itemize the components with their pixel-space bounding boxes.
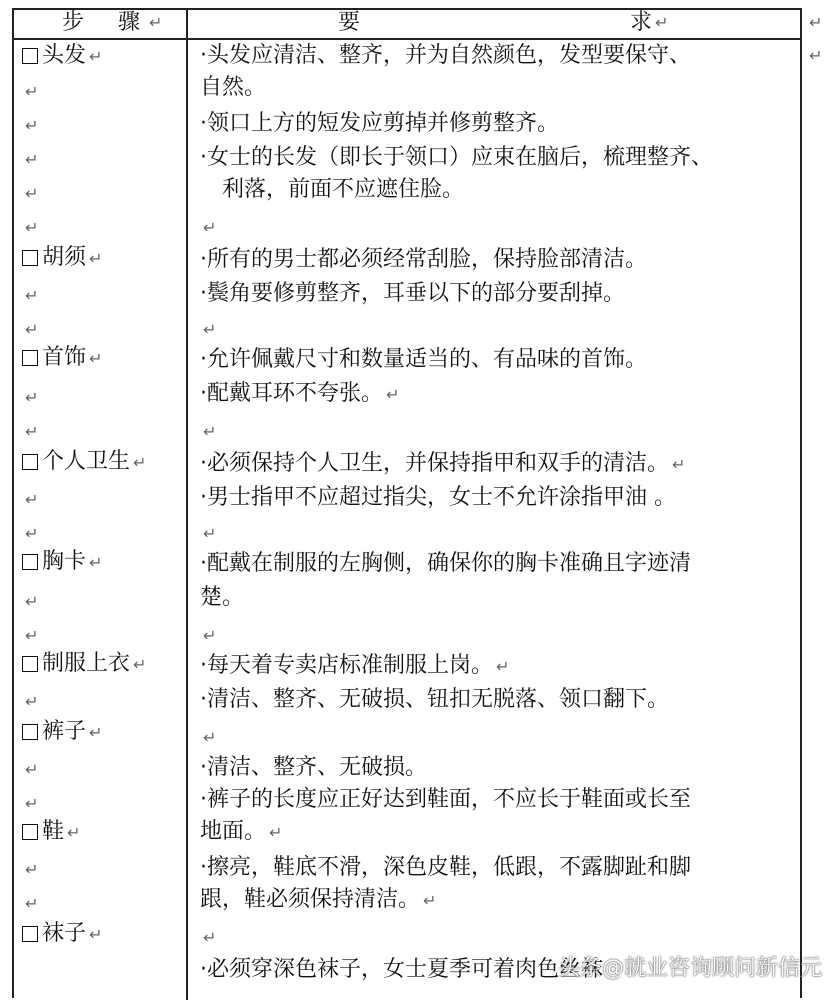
- checkbox-icon: [22, 350, 38, 366]
- return-mark: ↵: [203, 728, 217, 747]
- return-mark: ↵: [25, 82, 39, 101]
- column-divider: [186, 8, 188, 1000]
- return-mark: ↵: [25, 490, 39, 509]
- step-hair: 头发 ↵: [22, 42, 102, 71]
- req-badge-1: ·配戴在制服的左胸侧，确保你的胸卡准确且字迹清: [200, 551, 691, 576]
- return-mark: ↵: [25, 860, 39, 879]
- req-socks-1: ·必须穿深色袜子，女士夏季可着肉色丝袜: [200, 957, 603, 982]
- return-mark: ↵: [25, 320, 39, 339]
- return-mark: ↵: [203, 626, 217, 645]
- return-mark: ↵: [203, 320, 217, 339]
- checkbox-icon: [22, 554, 38, 570]
- return-mark: ↵: [25, 422, 39, 441]
- header-step-char1: 步: [62, 10, 85, 35]
- return-mark: ↵: [25, 626, 39, 645]
- return-mark: ↵: [203, 524, 217, 543]
- step-uniform: 制服上衣 ↵: [22, 650, 146, 679]
- req-jewelry-2: ·配戴耳环不夸张。 ↵: [200, 381, 400, 406]
- req-hair-2: ·领口上方的短发应剪掉并修剪整齐。: [200, 111, 559, 136]
- header-step-char2: 骤: [118, 10, 141, 35]
- header-divider: [12, 38, 802, 40]
- step-shoes: 鞋 ↵: [22, 818, 80, 847]
- req-pants-2: ·裤子的长度应正好达到鞋面，不应长于鞋面或长至: [200, 787, 691, 812]
- req-jewelry-1: ·允许佩戴尺寸和数量适当的、有品味的首饰。: [200, 347, 647, 372]
- return-mark: ↵: [25, 794, 39, 813]
- checkbox-icon: [22, 250, 38, 266]
- req-uniform-2: ·清洁、整齐、无破损、钮扣无脱落、领口翻下。: [200, 687, 669, 712]
- return-mark: ↵: [809, 13, 823, 32]
- return-mark: ↵: [25, 894, 39, 913]
- return-mark: ↵: [25, 524, 39, 543]
- req-hair-3-cont: 利落，前面不应遮住脸。: [222, 177, 465, 202]
- step-pants: 裤子 ↵: [22, 718, 102, 747]
- checkbox-icon: [22, 926, 38, 942]
- return-mark: ↵: [25, 150, 39, 169]
- step-socks: 袜子 ↵: [22, 920, 102, 949]
- header-req-char1: 要: [338, 10, 361, 35]
- return-mark: ↵: [25, 760, 39, 779]
- req-hygiene-2: ·男士指甲不应超过指尖，女士不允许涂指甲油 。: [200, 485, 676, 510]
- return-mark: ↵: [25, 388, 39, 407]
- step-hygiene: 个人卫生 ↵: [22, 448, 146, 477]
- return-mark: ↵: [809, 46, 823, 65]
- checkbox-icon: [22, 656, 38, 672]
- req-pants-1: ·清洁、整齐、无破损。: [200, 755, 427, 780]
- checkbox-icon: [22, 454, 38, 470]
- step-badge: 胸卡 ↵: [22, 548, 102, 577]
- return-mark: ↵: [203, 218, 217, 237]
- return-mark: ↵: [25, 116, 39, 135]
- return-mark: ↵: [25, 592, 39, 611]
- req-badge-1-cont: 楚。: [200, 585, 245, 610]
- checkbox-icon: [22, 724, 38, 740]
- req-hair-1-cont: 自然。: [200, 75, 267, 100]
- req-beard-1: ·所有的男士都必须经常刮脸，保持脸部清洁。: [200, 247, 647, 272]
- header-req-char2: 求: [630, 10, 653, 35]
- req-pants-2-cont: 地面。 ↵: [200, 819, 283, 844]
- req-beard-2: ·鬓角要修剪整齐，耳垂以下的部分要刮掉。: [200, 281, 625, 306]
- step-beard: 胡须 ↵: [22, 244, 102, 273]
- return-mark: ↵: [149, 13, 163, 32]
- req-shoes-1: ·擦亮，鞋底不滑，深色皮鞋，低跟，不露脚趾和脚: [200, 855, 691, 880]
- return-mark: ↵: [203, 422, 217, 441]
- checkbox-icon: [22, 48, 38, 64]
- req-hair-1: ·头发应清洁、整齐，并为自然颜色，发型要保守、: [200, 43, 691, 68]
- return-mark: ↵: [203, 928, 217, 947]
- req-hair-3: ·女士的长发（即长于领口）应束在脑后，梳理整齐、: [200, 145, 713, 170]
- return-mark: ↵: [25, 692, 39, 711]
- return-mark: ↵: [655, 13, 669, 32]
- req-hygiene-1: ·必须保持个人卫生，并保持指甲和双手的清洁。 ↵: [200, 451, 686, 476]
- req-uniform-1: ·每天着专卖店标准制服上岗。 ↵: [200, 653, 510, 678]
- return-mark: ↵: [25, 184, 39, 203]
- return-mark: ↵: [25, 218, 39, 237]
- return-mark: ↵: [25, 286, 39, 305]
- checkbox-icon: [22, 824, 38, 840]
- watermark: 头条@就业咨询顾问新信元: [557, 956, 822, 981]
- step-jewelry: 首饰 ↵: [22, 344, 102, 373]
- req-shoes-1-cont: 跟，鞋必须保持清洁。 ↵: [200, 887, 437, 912]
